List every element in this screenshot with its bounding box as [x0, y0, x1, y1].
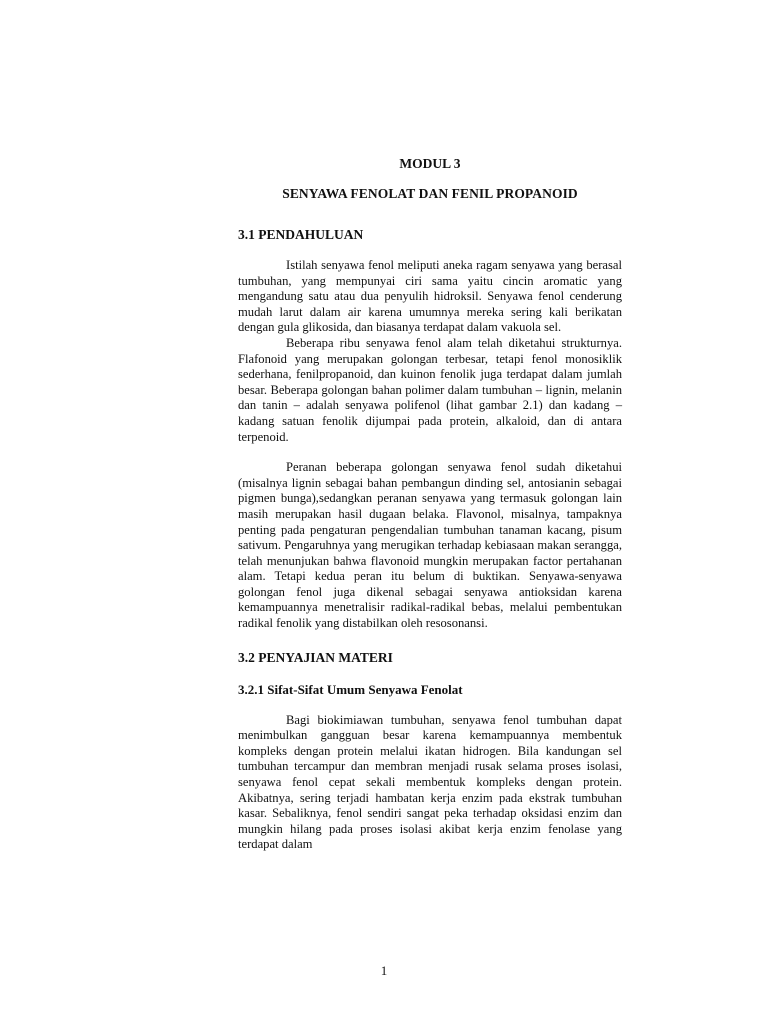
section-heading-pendahuluan: 3.1 PENDAHULUAN	[238, 227, 364, 242]
page-content	[238, 155, 622, 853]
subsection-heading-sifat-umum: 3.2.1 Sifat-Sifat Umum Senyawa Fenolat	[238, 681, 463, 697]
paragraph-intro-1: Istilah senyawa fenol meliputi aneka ragam senyawa yang berasal tumbuhan, yang mempunyai ciri sama yaitu cincin aromatic yang mengandung satu atau dua penyulih hidroksil. Senyawa fenol cenderung mudah larut dalam air karena umumnya mereka sering kali berikatan dengan gula glikosida, dan biasanya terdapat dalam vakuola sel.	[238, 258, 622, 335]
paragraph-intro-2: Beberapa ribu senyawa fenol alam telah diketahui strukturnya. Flafonoid yang merupakan golongan terbesar, tetapi fenol monosiklik sederhana, fenilpropanoid, dan kuinon fenolik juga terdapat dalam jumlah besar. Beberapa golongan bahan polimer dalam tumbuhan – lignin, melanin dan tanin – adalah senyawa polifenol (lihat gambar 2.1) dan kadang – kadang satuan fenolik dijumpai pada protein, alkaloid, dan di antara terpenoid.	[238, 335, 622, 444]
page-number: 1	[380, 963, 388, 978]
paragraph-intro-3: Peranan beberapa golongan senyawa fenol sudah diketahui (misalnya lignin sebagai bahan pembangun dinding sel, antosianin sebagai pigmen bunga),sedangkan peranan senyawa yang termasuk golongan lain masih merupakan hasil dugaan belaka. Flavonol, misalnya, tampaknya penting pada pengaturan pengendalian tumbuhan tanaman kacang, pisum sativum. Pengaruhnya yang merugikan terhadap kebiasaan makan serangga, telah menunjukan bahwa flavonoid mungkin merupakan factor pertahanan alam. Tetapi kedua peran itu belum di buktikan. Senyawa-senyawa golongan fenol juga dikenal sebagai senyawa antioksidan karena kemampuannya menetralisir radikal-radikal bebas, melalui pembentukan radikal fenolik yang distabilkan oleh resosonansi.	[238, 460, 622, 631]
module-title: MODUL 3	[399, 156, 461, 171]
paragraph-sifat-umum: Bagi biokimiawan tumbuhan, senyawa fenol tumbuhan dapat menimbulkan gangguan besar karena kemampuannya membentuk kompleks dengan protein melalui ikatan hidrogen. Bila kandungan sel tumbuhan tercampur dan membran menjadi rusak selama proses isolasi, senyawa fenol cepat sekali membentuk kompleks dengan protein. Akibatnya, sering terjadi hambatan kerja enzim pada ekstrak tumbuhan kasar. Sebaliknya, fenol sendiri sangat peka terhadap oksidasi enzim dan mungkin hilang pada proses isolasi akibat kerja enzim fenolase yang terdapat dalam	[238, 712, 622, 852]
section-heading-penyajian-materi: 3.2 PENYAJIAN MATERI	[238, 649, 393, 665]
chapter-title: SENYAWA FENOLAT DAN FENIL PROPANOID	[282, 186, 578, 201]
